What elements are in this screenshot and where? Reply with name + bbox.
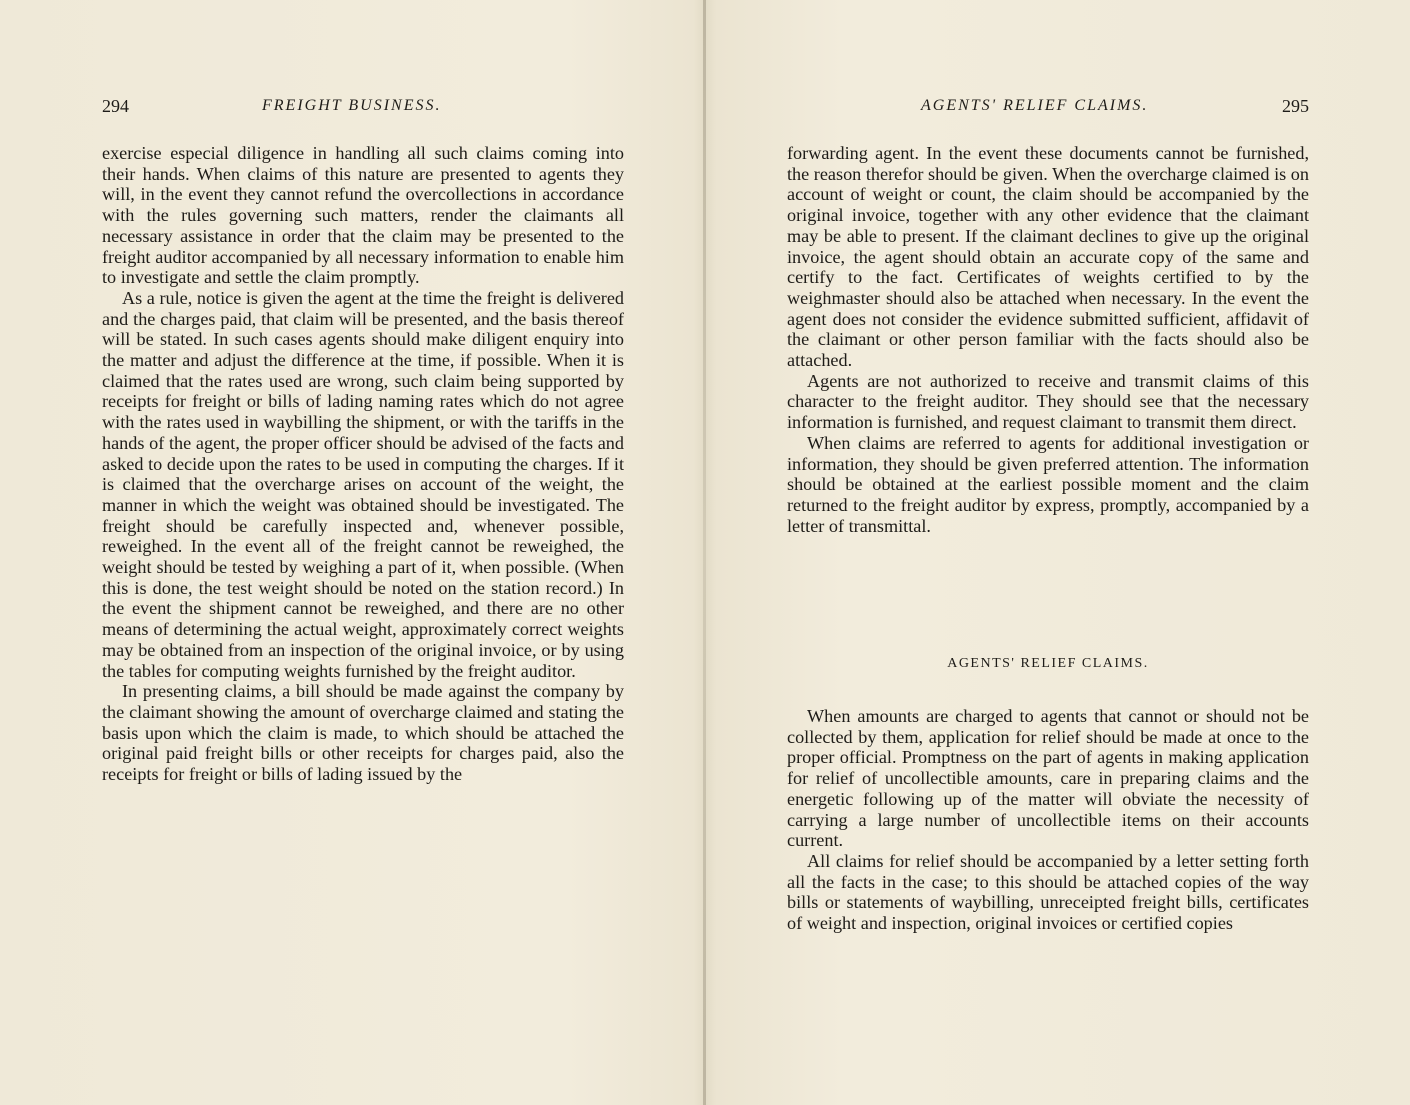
left-running-head: FREIGHT BUSINESS. [262, 97, 442, 114]
right-running-head: AGENTS' RELIEF CLAIMS. [921, 97, 1149, 114]
right-page-number: 295 [1282, 96, 1309, 116]
right-page-body-bottom [787, 706, 1309, 934]
left-page-body [102, 143, 624, 785]
right-paragraph-4: When amounts are charged to agents that cannot or should not be collected by them, application for relief should be made at once to the proper official. Promptness on the part of agents in making application for relief of uncollectible amounts, care in preparing claims and the energetic following up of the matter will obviate the necessity of carrying a large number of uncollectible items on their accounts current. [787, 706, 1309, 851]
right-paragraph-3: When claims are referred to agents for additional investigation or information, they should be given preferred attention. The information should be obtained at the earliest possible moment and the claim returned to the freight auditor by express, promptly, accompanied by a letter of transmittal. [787, 432, 1309, 536]
left-page-number: 294 [102, 96, 129, 116]
book-gutter [703, 0, 706, 1105]
right-page [787, 0, 1309, 1105]
right-page-header [787, 96, 1309, 122]
left-paragraph-1: exercise especial diligence in handling all such claims coming into their hands. When claims of this nature are presented to agents they will, in the event they cannot refund the overcollections in accordance with the rules governing such matters, render the claimants all necessary assistance in order that the claim may be presented to the freight auditor accompanied by all necessary information to enable him to investigate and settle the claim promptly. [102, 143, 624, 288]
section-heading: AGENTS' RELIEF CLAIMS. [947, 656, 1149, 671]
left-page [102, 0, 624, 1105]
right-paragraph-2: Agents are not authorized to receive and transmit claims of this character to the freight auditor. They should see that the necessary information is furnished, and request claimant to transmit them direct. [787, 370, 1309, 433]
left-paragraph-2: As a rule, notice is given the agent at the time the freight is delivered and the charges paid, that claim will be presented, and the basis thereof will be stated. In such cases agents should make diligent enquiry into the matter and adjust the difference at the time, if possible. When it is claimed that the rates used are wrong, such claim being supported by receipts for freight or bills of lading naming rates which do not agree with the rates used in waybilling the shipment, or with the tariffs in the hands of the agent, the proper officer should be advised of the facts and asked to decide upon the rates to be used in computing the charges. If it is claimed that the overcharge arises on account of the weight, the manner in which the weight was obtained should be investigated. The freight should be carefully inspected and, whenever possible, reweighed. In the event all of the freight cannot be reweighed, the weight should be tested by weighing a part of it, when possible. (When this is done, the test weight should be noted on the station record.) In the event the shipment cannot be reweighed, and there are no other means of determining the actual weight, approximately correct weights may be obtained from an inspection of the original invoice, or by using the tables for computing weights furnished by the freight auditor. [102, 287, 624, 681]
right-page-body-top [787, 143, 1309, 536]
left-page-header [102, 96, 624, 122]
right-paragraph-5: All claims for relief should be accompanied by a letter setting forth all the facts in the case; to this should be attached copies of the way bills or statements of waybilling, unreceipted freight bills, certificates of weight and inspection, original invoices or certified copies [787, 850, 1309, 934]
right-paragraph-1: forwarding agent. In the event these documents cannot be furnished, the reason therefor should be given. When the overcharge claimed is on account of weight or count, the claim should be accompanied by the original invoice, together with any other evidence that the claimant may be able to present. If the claimant declines to give up the original invoice, the agent should obtain an accurate copy of the same and certify to the fact. Certificates of weights certified to by the weighmaster should also be attached when necessary. In the event the agent does not consider the evidence submitted sufficient, affidavit of the claimant or other person familiar with the facts should also be attached. [787, 143, 1309, 371]
left-paragraph-3: In presenting claims, a bill should be made against the company by the claimant showing the amount of overcharge claimed and stating the basis upon which the claim is made, to which should be attached the original paid freight bills or other receipts for charges paid, also the receipts for freight or bills of lading issued by the [102, 681, 624, 785]
